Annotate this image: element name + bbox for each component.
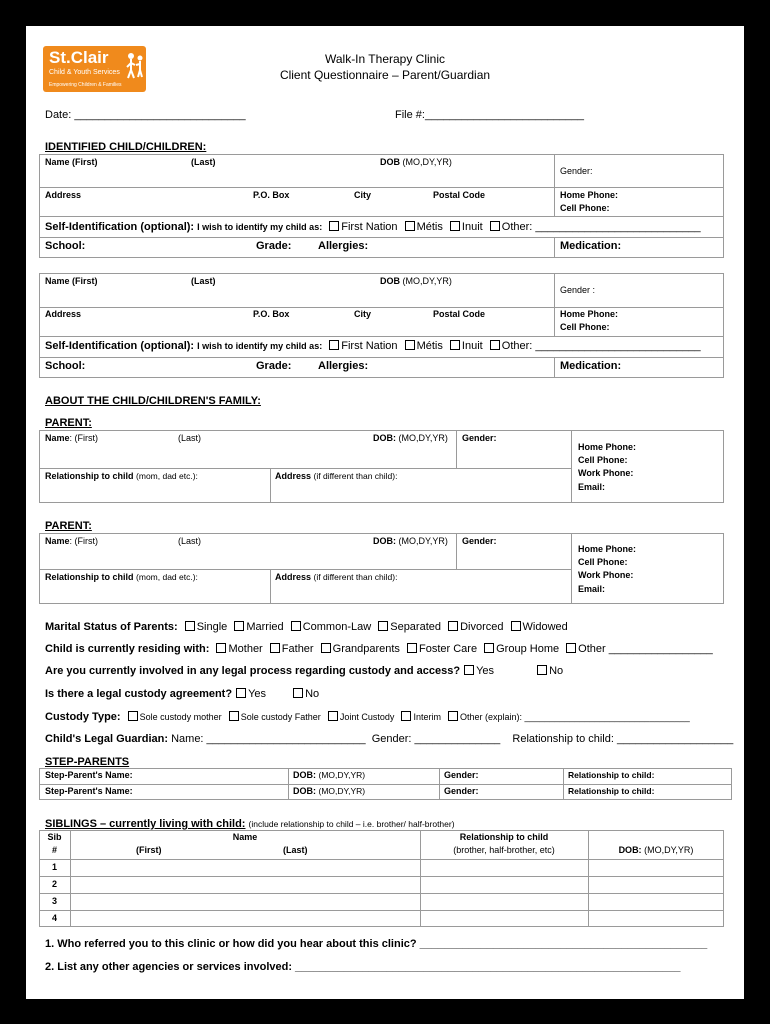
father-checkbox[interactable]: [270, 643, 280, 653]
parent1-last-label: (Last): [178, 433, 202, 443]
agreement-yes-checkbox[interactable]: [236, 688, 246, 698]
parent2-cell-phone-label: Cell Phone:: [578, 557, 628, 567]
child2-home-phone-label: Home Phone:: [560, 309, 619, 319]
parent1-name-label: Name: (First): [45, 433, 99, 443]
legal-yes-checkbox[interactable]: [464, 665, 474, 675]
child-1-table: [39, 154, 724, 258]
sib-number-header: #: [51, 845, 57, 855]
date-field[interactable]: Date: ____________________________: [45, 109, 246, 121]
joint-custody-checkbox[interactable]: [328, 711, 338, 721]
parent2-dob-label: DOB: (MO,DY,YR): [373, 536, 448, 546]
child1-school-label: School:: [45, 240, 86, 252]
child2-address-label: Address: [45, 309, 82, 319]
parent1-relationship-label: Relationship to child (mom, dad etc.):: [45, 471, 198, 481]
siblings-heading: SIBLINGS – currently living with child: (include relationship to child – i.e. brother/ half-brother): [45, 818, 455, 830]
child1-last-label: (Last): [191, 157, 216, 167]
sibling-row-1: 1: [51, 862, 57, 872]
parent-2-heading: PARENT:: [45, 520, 92, 532]
custody-agreement-row: Is there a legal custody agreement? Yes No: [45, 688, 320, 700]
child2-gender-label: Gender :: [560, 285, 596, 295]
parent1-gender-label: Gender:: [462, 433, 497, 443]
parent2-name-label: Name: (First): [45, 536, 99, 546]
child1-dob-label: DOB (MO,DY,YR): [380, 157, 452, 167]
step1-relationship-label: Relationship to child:: [568, 770, 655, 780]
parent2-home-phone-label: Home Phone:: [578, 544, 637, 554]
guardian-name-field[interactable]: Name: __________________________: [171, 733, 366, 745]
logo-name: St.Clair: [49, 48, 109, 67]
custody-other-checkbox[interactable]: [448, 711, 458, 721]
step1-dob-label: DOB: (MO,DY,YR): [293, 770, 366, 780]
first-nation-checkbox[interactable]: [329, 340, 339, 350]
custody-type-row: Custody Type: Sole custody mother Sole custody Father Joint Custody Interim Other (explain): _________________________________: [45, 711, 690, 723]
child2-pobox-label: P.O. Box: [253, 309, 290, 319]
child1-address-label: Address: [45, 190, 82, 200]
sole-father-checkbox[interactable]: [229, 711, 239, 721]
child2-self-identification: Self-Identification (optional): I wish to identify my child as: First Nation Métis Inuit Other: ___________________________: [45, 340, 701, 352]
divorced-checkbox[interactable]: [448, 621, 458, 631]
child1-gender-label: Gender:: [560, 166, 593, 176]
child2-school-label: School:: [45, 360, 86, 372]
married-checkbox[interactable]: [234, 621, 244, 631]
child1-allergies-label: Allergies:: [318, 240, 369, 252]
marital-status-row: Marital Status of Parents: Single Married Common-Law Separated Divorced Widowed: [45, 621, 568, 633]
other-checkbox[interactable]: [490, 340, 500, 350]
child2-cell-phone-label: Cell Phone:: [560, 322, 610, 332]
residing-other-checkbox[interactable]: [566, 643, 576, 653]
inuit-checkbox[interactable]: [450, 340, 460, 350]
separated-checkbox[interactable]: [378, 621, 388, 631]
parent2-work-phone-label: Work Phone:: [578, 570, 634, 580]
sibling-first-header: (First): [136, 845, 162, 855]
parent-1-heading: PARENT:: [45, 417, 92, 429]
referral-question[interactable]: 1. Who referred you to this clinic or how did you hear about this clinic? _______________________________________________: [45, 938, 708, 950]
residing-with-row: Child is currently residing with: Mother Father Grandparents Foster Care Group Home Other _________________: [45, 643, 713, 655]
metis-checkbox[interactable]: [405, 340, 415, 350]
step2-name-label: Step-Parent's Name:: [45, 786, 133, 796]
step2-relationship-label: Relationship to child:: [568, 786, 655, 796]
step-parents-heading: STEP-PARENTS: [45, 756, 130, 768]
sibling-name-header: Name: [232, 832, 258, 842]
child1-city-label: City: [354, 190, 372, 200]
child2-medication-label: Medication:: [560, 360, 622, 372]
parent1-cell-phone-label: Cell Phone:: [578, 455, 628, 465]
parent2-relationship-label: Relationship to child (mom, dad etc.):: [45, 572, 198, 582]
child2-grade-label: Grade:: [256, 360, 292, 372]
questionnaire-page: [26, 26, 744, 999]
parent2-email-label: Email:: [578, 584, 606, 594]
parent2-address-label: Address (if different than child):: [275, 572, 398, 582]
child1-postal-label: Postal Code: [433, 190, 486, 200]
child2-postal-label: Postal Code: [433, 309, 486, 319]
parent1-work-phone-label: Work Phone:: [578, 468, 634, 478]
guardian-relationship-field[interactable]: Relationship to child: ___________________: [512, 733, 734, 745]
child2-allergies-label: Allergies:: [318, 360, 369, 372]
child1-medication-label: Medication:: [560, 240, 622, 252]
child1-cell-phone-label: Cell Phone:: [560, 203, 610, 213]
sibling-row-3: 3: [51, 896, 57, 906]
sib-header: Sib: [47, 832, 62, 842]
child-2-table: [39, 273, 724, 378]
file-number-field[interactable]: File #:__________________________: [395, 109, 585, 121]
child1-self-identification: Self-Identification (optional): I wish to identify my child as: First Nation Métis Inuit Other: ___________________________: [45, 221, 701, 233]
child1-home-phone-label: Home Phone:: [560, 190, 619, 200]
child1-grade-label: Grade:: [256, 240, 292, 252]
clinic-title: Walk-In Therapy Clinic: [324, 52, 446, 66]
legal-process-row: Are you currently involved in any legal process regarding custody and access? Yes No: [45, 665, 564, 677]
parent1-dob-label: DOB: (MO,DY,YR): [373, 433, 448, 443]
foster-care-checkbox[interactable]: [407, 643, 417, 653]
child1-pobox-label: P.O. Box: [253, 190, 290, 200]
child2-last-label: (Last): [191, 276, 216, 286]
sibling-relationship-header: Relationship to child: [459, 832, 549, 842]
guardian-gender-field[interactable]: Gender: ______________: [371, 733, 501, 745]
group-home-checkbox[interactable]: [484, 643, 494, 653]
mother-checkbox[interactable]: [216, 643, 226, 653]
metis-checkbox[interactable]: [405, 221, 415, 231]
sibling-row-2: 2: [51, 879, 57, 889]
step2-gender-label: Gender:: [444, 786, 479, 796]
sibling-relationship-hint: (brother, half-brother, etc): [453, 845, 555, 855]
legal-no-checkbox[interactable]: [537, 665, 547, 675]
child2-name-label: Name (First): [45, 276, 98, 286]
step1-gender-label: Gender:: [444, 770, 479, 780]
widowed-checkbox[interactable]: [511, 621, 521, 631]
parent1-email-label: Email:: [578, 482, 606, 492]
sibling-row-4: 4: [51, 913, 57, 923]
first-nation-checkbox[interactable]: [329, 221, 339, 231]
grandparents-checkbox[interactable]: [321, 643, 331, 653]
legal-guardian-row: Child's Legal Guardian: Name: __________________________ Gender: ______________ Relationship to child: ___________________: [45, 733, 734, 745]
single-checkbox[interactable]: [185, 621, 195, 631]
parent2-last-label: (Last): [178, 536, 202, 546]
sibling-dob-header: DOB: (MO,DY,YR): [618, 845, 694, 855]
parent2-gender-label: Gender:: [462, 536, 497, 546]
inuit-checkbox[interactable]: [450, 221, 460, 231]
sibling-last-header: (Last): [283, 845, 308, 855]
child2-city-label: City: [354, 309, 372, 319]
identified-children-heading: IDENTIFIED CHILD/CHILDREN:: [45, 141, 207, 153]
logo-tagline: Empowering Children & Families: [49, 82, 122, 88]
child2-dob-label: DOB (MO,DY,YR): [380, 276, 452, 286]
parent1-home-phone-label: Home Phone:: [578, 442, 637, 452]
sole-mother-checkbox[interactable]: [128, 711, 138, 721]
logo-sub: Child & Youth Services: [49, 69, 120, 76]
step2-dob-label: DOB: (MO,DY,YR): [293, 786, 366, 796]
agencies-question[interactable]: 2. List any other agencies or services involved: _______________________________________________________________: [45, 961, 681, 973]
family-heading: ABOUT THE CHILD/CHILDREN'S FAMILY:: [45, 395, 261, 407]
common-law-checkbox[interactable]: [291, 621, 301, 631]
other-checkbox[interactable]: [490, 221, 500, 231]
child1-name-label: Name (First): [45, 157, 98, 167]
step1-name-label: Step-Parent's Name:: [45, 770, 133, 780]
form-subtitle: Client Questionnaire – Parent/Guardian: [279, 68, 491, 82]
agreement-no-checkbox[interactable]: [293, 688, 303, 698]
parent1-address-label: Address (if different than child):: [275, 471, 398, 481]
interim-checkbox[interactable]: [401, 711, 411, 721]
